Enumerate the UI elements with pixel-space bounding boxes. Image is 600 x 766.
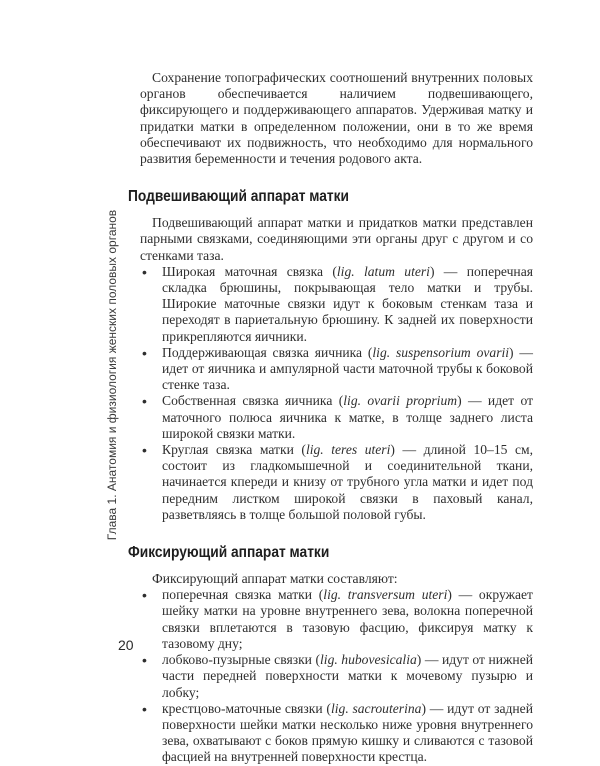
latin-term: lig. sacrouterina	[330, 700, 422, 716]
list-item: • Поддерживающая связка яичника (lig. suspensorium ovarii) — идет от яичника и ампулярной части маточной трубы к боковой стенке таза.	[140, 345, 533, 394]
intro-paragraph: Сохранение топографических соотношений внутренних половых органов обеспечивается наличием подвешивающего, фиксирующего и поддерживающего аппаратов. Удерживая матку и придатки матки в определенном положении, они в то же время обеспечивают их подвижность, что необходимо для нормального развития беременности и течения родового акта.	[140, 70, 533, 167]
latin-term: lig. hubovesicalia	[320, 652, 417, 668]
list-item: • поперечная связка матки (lig. transversum uteri) — окружает шейку матки на уровне внутреннего зева, волокна поперечной связки вплетаются в тазовую фасцию, фиксируя матку к тазовому дну;	[140, 587, 533, 652]
running-head-text: Глава 1. Анатомия и физиология женских половых органов	[105, 209, 119, 541]
list-fixing	[140, 587, 533, 765]
section-lead-suspensory: Подвешивающий аппарат матки и придатков матки представлен парными связками, соединяющими эти органы друг с другом и со стенками таза.	[140, 215, 533, 263]
latin-term: lig. suspensorium ovarii	[372, 344, 510, 360]
section-heading-fixing: Фиксирующий аппарат матки	[128, 544, 330, 562]
list-item: • Широкая маточная связка (lig. latum uteri) — поперечная складка брюшины, покрывающая тело матки и трубы. Широкие маточные связки идут к боковым стенкам таза и переходят в париетальную брюшину. К задней их поверхности прикрепляются яичники.	[140, 264, 533, 345]
page-number: 20	[118, 637, 134, 653]
page-content	[128, 70, 534, 766]
section-heading-suspensory: Подвешивающий аппарат матки	[128, 188, 350, 206]
section-lead-fixing: Фиксирующий аппарат матки составляют:	[152, 571, 398, 587]
latin-term: lig. latum uteri	[336, 263, 430, 279]
list-item: • крестцово-маточные связки (lig. sacrouterina) — идут от задней поверхности шейки матки несколько ниже уровня внутреннего зева, охватывают с боков прямую кишку и сливаются с тазовой фасцией на внутренней поверхности крестца.	[140, 701, 533, 766]
list-item: • лобково-пузырные связки (lig. hubovesicalia) — идут от нижней части передней поверхности матки к мочевому пузырю и лобку;	[140, 652, 533, 701]
list-suspensory	[140, 264, 533, 523]
list-item: • Собственная связка яичника (lig. ovarii proprium) — идет от маточного полюса яичника к матке, в толще заднего листа широкой связки матки.	[140, 393, 533, 442]
latin-term: lig. ovarii proprium	[343, 393, 458, 409]
latin-term: lig. teres uteri	[305, 442, 391, 458]
latin-term: lig. transversum uteri	[323, 587, 448, 603]
list-item: • Круглая связка матки (lig. teres uteri) — длиной 10–15 см, состоит из гладкомышечной и соединительной ткани, начинается кпереди и книзу от трубного угла матки и идет под передним листком широкой связки в паховый канал, разветвляясь в толще большой половой губы.	[140, 442, 533, 523]
